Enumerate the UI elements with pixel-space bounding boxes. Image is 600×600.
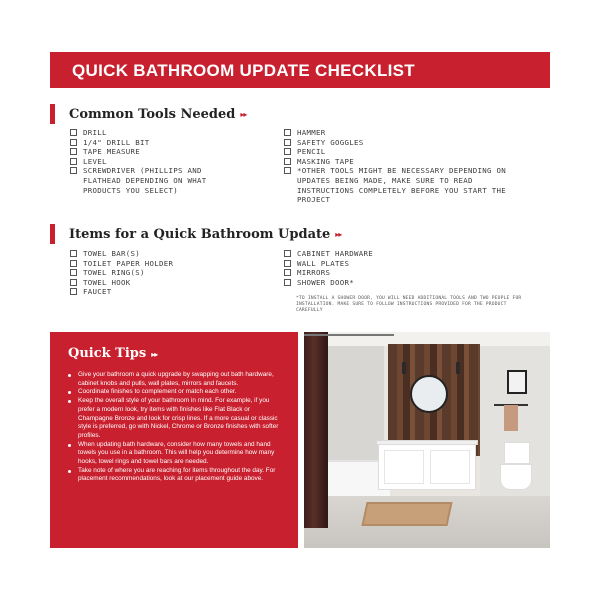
checkbox-icon[interactable] xyxy=(70,129,77,136)
checklist-item[interactable]: WALL PLATES xyxy=(284,259,514,269)
double-chevron-icon: ▸▸ xyxy=(240,109,247,119)
checkbox-icon[interactable] xyxy=(284,279,291,286)
photo-toilet-bowl xyxy=(500,464,532,490)
bathroom-photo xyxy=(304,332,550,548)
section-accent-bar xyxy=(50,104,55,124)
checkbox-icon[interactable] xyxy=(284,260,291,267)
checkbox-icon[interactable] xyxy=(284,158,291,165)
tip-item: When updating bath hardware, consider how many towels and hand towels you use in a bathroom. This will help you determine how many hooks, towel rings and towel bars are needed. xyxy=(68,441,284,467)
checklist-item[interactable]: 1/4" DRILL BIT xyxy=(70,138,270,148)
checkbox-icon[interactable] xyxy=(70,139,77,146)
checklist-item[interactable]: LEVEL xyxy=(70,157,270,167)
checklist-item[interactable]: FAUCET xyxy=(70,287,270,297)
photo-round-mirror xyxy=(410,375,448,413)
checklist-item[interactable]: SAFETY GOGGLES xyxy=(284,138,514,148)
checklist-item[interactable]: DRILL xyxy=(70,128,270,138)
checkbox-icon[interactable] xyxy=(70,158,77,165)
photo-shower-wall xyxy=(324,346,384,476)
checkbox-icon[interactable] xyxy=(70,148,77,155)
photo-rug xyxy=(361,502,452,526)
checkbox-icon[interactable] xyxy=(70,269,77,276)
checkbox-icon[interactable] xyxy=(284,148,291,155)
checklist-item[interactable]: TOWEL BAR(S) xyxy=(70,249,270,259)
checklist-item[interactable]: TAPE MEASURE xyxy=(70,147,270,157)
tip-item: Give your bathroom a quick upgrade by swapping out bath hardware, cabinet knobs and pulls, wall plates, mirrors and faucets. xyxy=(68,371,284,388)
quick-tips-header xyxy=(68,346,284,361)
photo-pendant-light xyxy=(402,362,406,374)
checkbox-icon[interactable] xyxy=(284,269,291,276)
tips-list xyxy=(68,371,284,484)
double-chevron-icon: ▸▸ xyxy=(335,229,342,239)
tip-item: Coordinate finishes to complement or match each other. xyxy=(68,388,284,397)
tip-item: Keep the overall style of your bathroom in mind. For example, if you prefer a modern look, try items with finishes like Flat Black or Champagne Bronze and look for crisp lines. If a more casual or classic style is preferred, go with Nickel, Chrome or Bronze finishes with softer profiles. xyxy=(68,397,284,441)
quick-tips-title: Quick Tips xyxy=(68,346,147,361)
photo-toilet-tank xyxy=(504,442,530,464)
checkbox-icon[interactable] xyxy=(70,167,77,174)
items-section-title: Items for a Quick Bathroom Update xyxy=(69,226,331,242)
checklist-item[interactable]: CABINET HARDWARE xyxy=(284,249,514,259)
checkbox-icon[interactable] xyxy=(70,279,77,286)
shower-door-footnote: *TO INSTALL A SHOWER DOOR, YOU WILL NEED ADDITIONAL TOOLS AND TWO PEOPLE FOR INSTALLATION. MAKE SURE TO FOLLOW INSTRUCTIONS PROVIDED FOR THE PRODUCT CAREFULLY xyxy=(296,296,522,314)
checkbox-icon[interactable] xyxy=(284,250,291,257)
checklist-note: *OTHER TOOLS MIGHT BE NECESSARY DEPENDING ON UPDATES BEING MADE, MAKE SURE TO READ INSTRUCTIONS COMPLETELY BEFORE YOU START THE PROJECT xyxy=(284,166,514,204)
checkbox-icon[interactable] xyxy=(284,139,291,146)
checkbox-icon[interactable] xyxy=(284,129,291,136)
items-right-list xyxy=(284,249,514,287)
checkbox-icon[interactable] xyxy=(70,250,77,257)
checkbox-icon[interactable] xyxy=(70,288,77,295)
section-accent-bar xyxy=(50,224,55,244)
checkbox-icon[interactable] xyxy=(70,260,77,267)
checklist-item[interactable]: TOWEL HOOK xyxy=(70,278,270,288)
photo-towel xyxy=(504,405,518,431)
photo-shower-curtain xyxy=(304,332,328,528)
checklist-item[interactable]: MASKING TAPE xyxy=(284,157,514,167)
checklist-banner-title: QUICK BATHROOM UPDATE CHECKLIST xyxy=(50,52,550,88)
checklist-item[interactable]: MIRRORS xyxy=(284,268,514,278)
items-left-list xyxy=(70,249,270,297)
tools-left-list xyxy=(70,128,270,195)
checklist-item[interactable]: SHOWER DOOR* xyxy=(284,278,514,288)
photo-vanity-door xyxy=(384,450,424,484)
tools-right-list xyxy=(284,128,514,205)
tip-item: Take note of where you are reaching for items throughout the day. For placement recommendations, look at our placement guide above. xyxy=(68,467,284,484)
checklist-item[interactable]: TOILET PAPER HOLDER xyxy=(70,259,270,269)
checklist-item[interactable]: SCREWDRIVER (PHILLIPS AND FLATHEAD DEPENDING ON WHAT PRODUCTS YOU SELECT) xyxy=(70,166,270,195)
double-chevron-icon: ▸▸ xyxy=(151,348,158,359)
photo-curtain-rod xyxy=(304,334,394,336)
photo-vanity-door xyxy=(430,450,470,484)
photo-wall-art xyxy=(507,370,527,394)
checklist-item[interactable]: PENCIL xyxy=(284,147,514,157)
tools-section-header xyxy=(50,104,246,124)
quick-tips-panel xyxy=(50,332,298,548)
checklist-item[interactable]: HAMMER xyxy=(284,128,514,138)
tools-section-title: Common Tools Needed xyxy=(69,106,236,122)
checklist-item[interactable]: TOWEL RING(S) xyxy=(70,268,270,278)
items-section-header xyxy=(50,224,341,244)
checkbox-icon[interactable] xyxy=(284,167,291,174)
photo-pendant-light xyxy=(456,362,460,374)
